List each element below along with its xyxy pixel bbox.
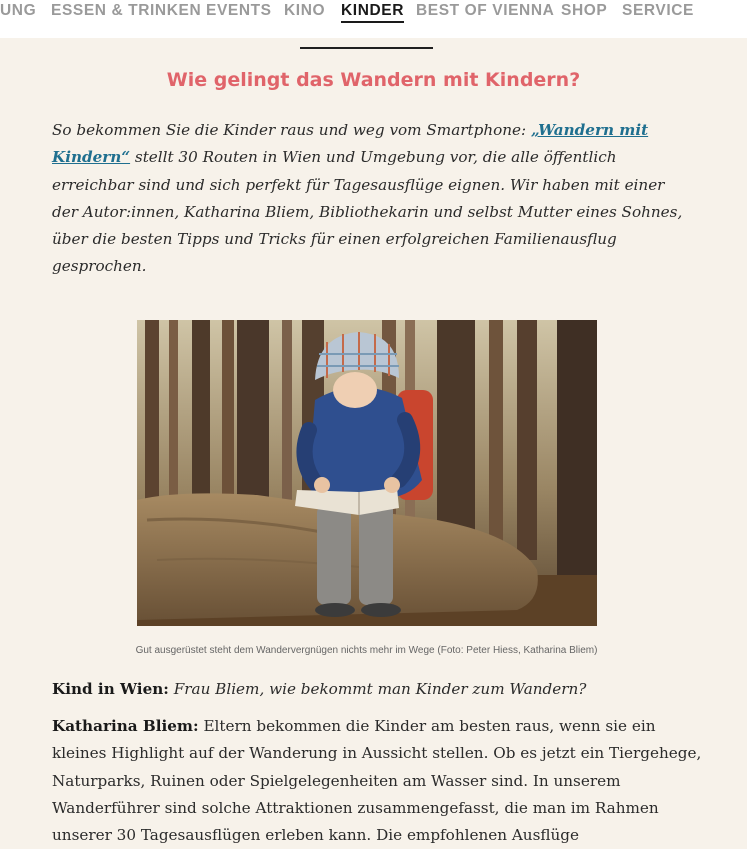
nav-item-ung[interactable]: UNG xyxy=(0,2,37,19)
nav-item-essen-trinken[interactable]: ESSEN & TRINKEN xyxy=(51,2,202,19)
child-reading-in-forest-image xyxy=(137,320,597,626)
question-speaker: Kind in Wien: xyxy=(52,680,169,698)
nav-item-kino[interactable]: KINO xyxy=(284,2,326,19)
image-caption: Gut ausgerüstet steht dem Wandervergnügen nichts mehr im Wege (Foto: Peter Hiess, Katharina Bliem) xyxy=(135,645,598,656)
intro-text-after: stellt 30 Routen in Wien und Umgebung vor, die alle öffentlich erreichbar sind und sich perfekt für Tagesausflüge eignen. Wir haben mit einer der Autor:innen, Katharina Bliem, Bibliothekarin und selbst Mutter eines Sohnes, über die besten Tipps und Tricks für einen erfolgreichen Familienausflug gesprochen. xyxy=(52,148,683,276)
answer-text: Eltern bekommen die Kinder am besten raus, wenn sie ein kleines Highlight auf der Wanderung in Aussicht stellen. Ob es jetzt ein Tiergehege, Naturparks, Ruinen oder Spielgelegenheiten am Wasser sind. In unserem Wanderführer sind solche Attraktionen zusammengefasst, die man im Rahmen unserer 30 Tagesausflügen erleben kann. Die empfohlenen Ausflüge xyxy=(52,717,702,845)
book-link[interactable]: „Wandern mit Kindern“ xyxy=(52,121,649,167)
nav-item-service[interactable]: SERVICE xyxy=(622,2,694,19)
interview-answer xyxy=(52,713,702,849)
answer-speaker: Katharina Bliem: xyxy=(52,717,199,735)
interview-question xyxy=(52,676,702,703)
intro-text-before: So bekommen Sie die Kinder raus und weg vom Smartphone: xyxy=(52,121,531,139)
article-intro xyxy=(52,117,692,281)
article-headline: Wie gelingt das Wandern mit Kindern? xyxy=(166,69,581,91)
article-photo xyxy=(137,320,597,626)
nav-item-events[interactable]: EVENTS xyxy=(206,2,272,19)
section-divider xyxy=(300,47,433,49)
nav-item-kinder[interactable]: KINDER xyxy=(341,2,404,23)
nav-item-shop[interactable]: SHOP xyxy=(561,2,608,19)
nav-item-best-of-vienna[interactable]: BEST OF VIENNA xyxy=(416,2,555,19)
top-navigation xyxy=(0,0,747,38)
question-text: Frau Bliem, wie bekommt man Kinder zum Wandern? xyxy=(173,680,587,698)
